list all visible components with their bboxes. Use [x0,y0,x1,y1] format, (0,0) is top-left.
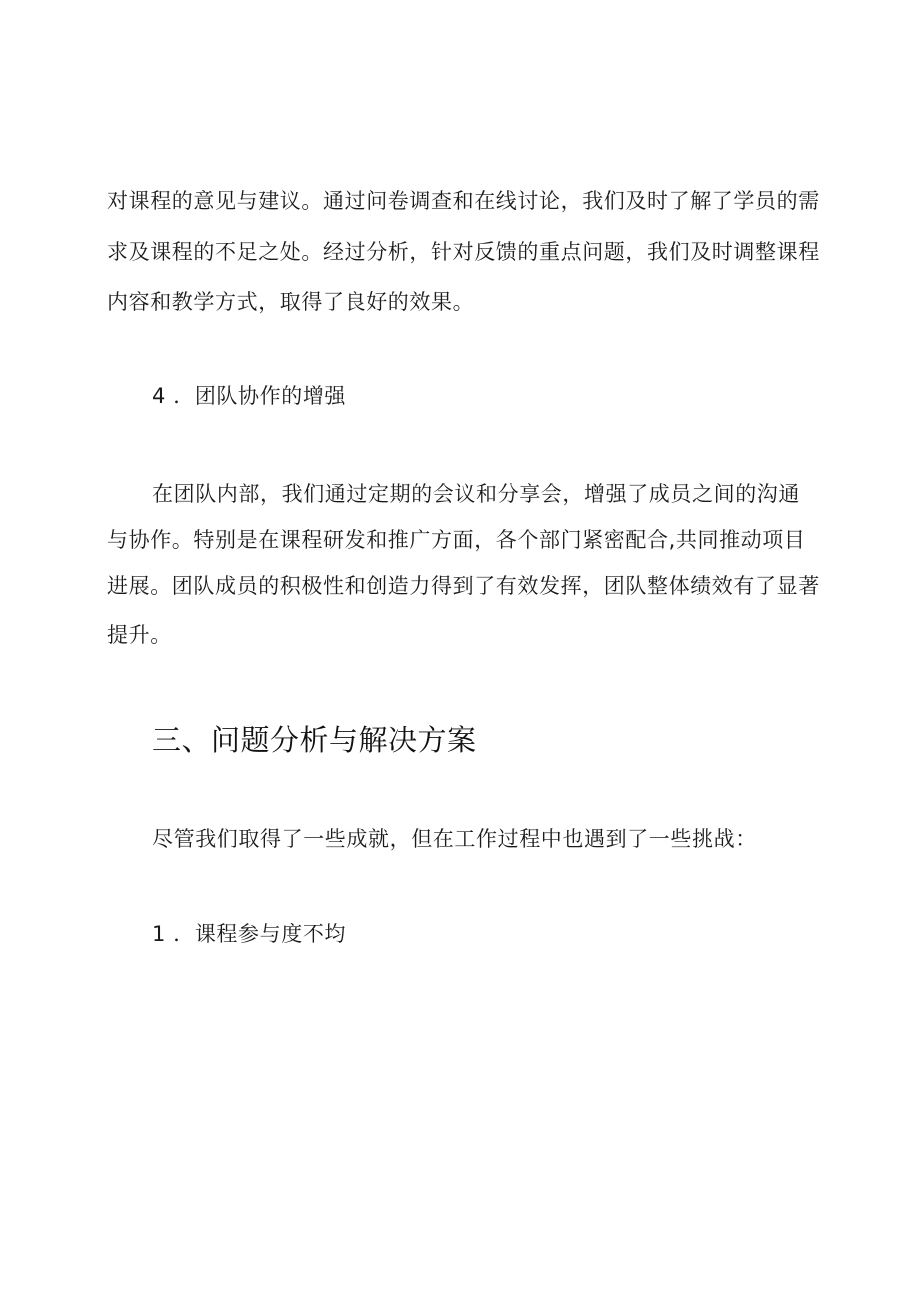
feedback-paragraph-line-1: 对课程的意见与建议。通过问卷调查和在线讨论，我们及时了解了学员的需 [107,189,820,213]
team-paragraph-line-3: 进展。团队成员的积极性和创造力得到了有效发挥，团队整体绩效有了显著 [107,574,820,598]
team-paragraph-line-2: 与协作。特别是在课程研发和推广方面，各个部门紧密配合,共同推动项目 [107,528,806,552]
item-4-title: 4 ．团队协作的增强 [152,384,347,408]
team-paragraph-line-4: 提升。 [107,623,172,647]
feedback-paragraph-line-2: 求及课程的不足之处。经过分析，针对反馈的重点问题，我们及时调整课程 [107,240,820,264]
section-3-intro: 尽管我们取得了一些成就，但在工作过程中也遇到了一些挑战： [152,827,757,851]
team-paragraph-line-1: 在团队内部，我们通过定期的会议和分享会，增强了成员之间的沟通 [152,482,800,506]
feedback-paragraph-line-3: 内容和教学方式，取得了良好的效果。 [107,290,475,314]
item-1-title: 1 ．课程参与度不均 [152,922,347,946]
section-3-heading: 三、问题分析与解决方案 [152,723,477,757]
